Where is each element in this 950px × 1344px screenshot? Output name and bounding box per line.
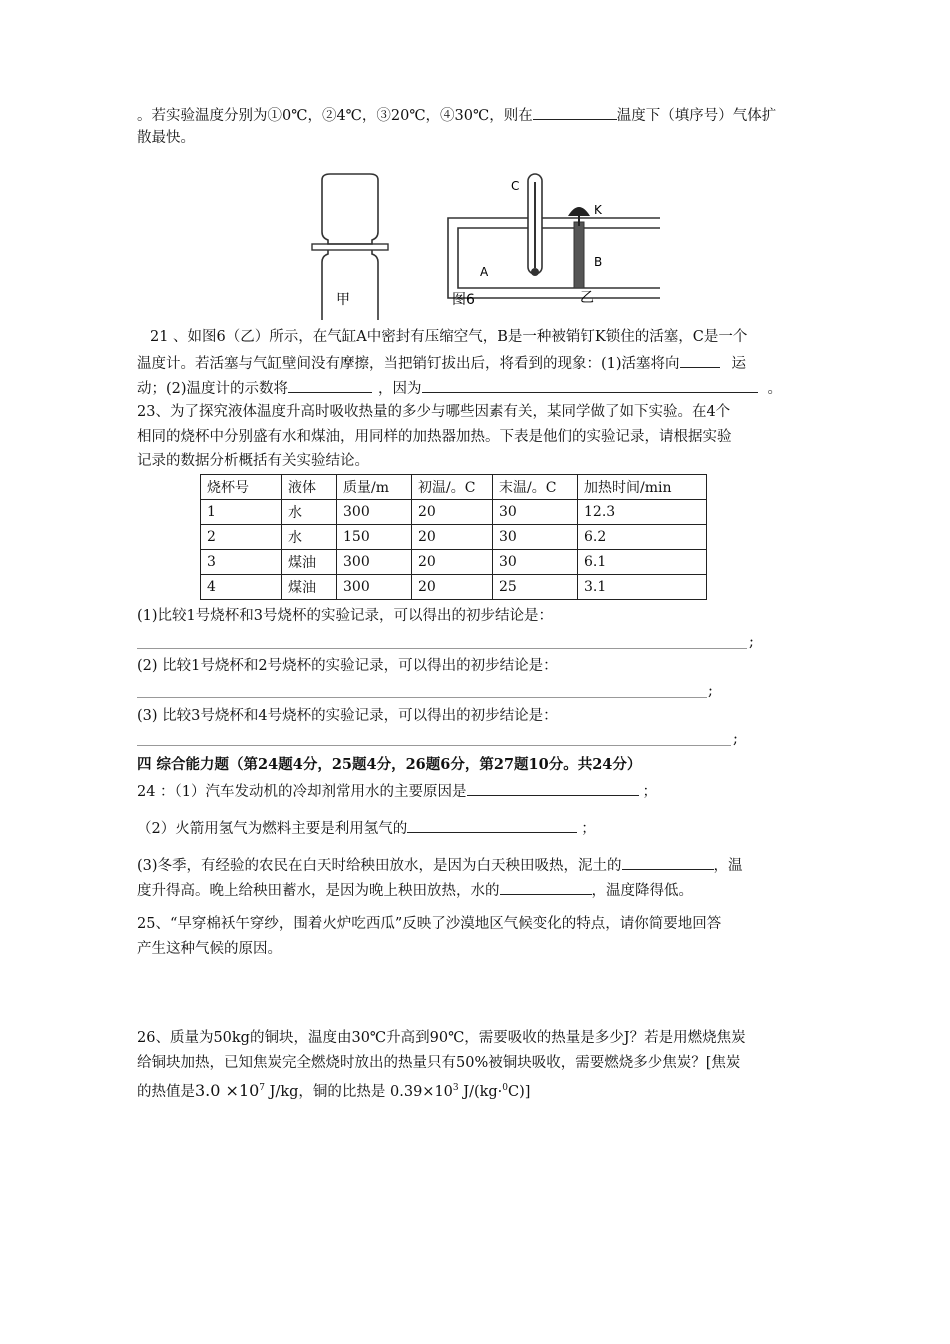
q24-end-1: ； <box>642 784 658 800</box>
q23-line-2: 相同的烧杯中分别盛有水和煤油，用同样的加热器加热。下表是他们的实验记录，请根据实验 <box>137 429 732 445</box>
table-cell: 煤油 <box>282 550 337 575</box>
figure-label-jia: 甲 <box>336 292 350 308</box>
bottle-upper-shape <box>322 174 378 244</box>
table-header: 液体 <box>282 475 337 500</box>
q24-text-2: （2）火箭用氢气为燃料主要是利用氢气的 <box>137 821 408 837</box>
table-header: 加热时间/min <box>578 475 707 500</box>
degree-superscript: 0 <box>502 1083 509 1093</box>
table-header: 烧杯号 <box>201 475 282 500</box>
table-cell: 4 <box>201 575 282 600</box>
q23-answer-line-1[interactable] <box>137 648 747 649</box>
table-header-row <box>201 475 707 500</box>
bottle-lower-shape <box>322 250 378 320</box>
q24-line-3 <box>137 854 743 876</box>
q23-answer-line-3[interactable] <box>137 745 731 746</box>
q26-text-3b: J/kg，铜的比热是 0.39×10 <box>265 1083 453 1100</box>
section-4-title: 四 综合能力题（第24题4分，25题4分，26题6分，第27题10分。共24分） <box>137 756 642 773</box>
q24-line-2 <box>137 817 596 839</box>
q24-text-3b: ，温 <box>713 858 743 874</box>
q24-blank-2[interactable] <box>407 817 577 833</box>
table-cell: 30 <box>493 500 578 525</box>
table-row <box>201 575 707 600</box>
q23-semicolon-3: ; <box>733 731 738 747</box>
heat-value-exponent: 7 <box>259 1083 266 1093</box>
q23-sub-3: (3) 比较3号烧杯和4号烧杯的实验记录，可以得出的初步结论是： <box>137 708 558 724</box>
table-cell: 20 <box>412 525 493 550</box>
table-cell: 150 <box>337 525 412 550</box>
figure-cylinder-yi <box>440 168 660 318</box>
q23-line-3: 记录的数据分析概括有关实验结论。 <box>137 453 369 469</box>
q24-text-1: 24 ：（1）汽车发动机的冷却剂常用水的主要原因是 <box>137 784 467 800</box>
q26-line-1: 26、质量为50kg的铜块，温度由30℃升高到90℃，需要吸收的热量是多少J？若是用燃烧焦炭 <box>137 1030 746 1046</box>
q26-line-2: 给铜块加热，已知焦炭完全燃烧时放出的热量只有50%被铜块吸收，需要燃烧多少焦炭？[焦炭 <box>137 1055 741 1071</box>
table-cell: 6.1 <box>578 550 707 575</box>
q25-line-2: 产生这种气候的原因。 <box>137 941 282 957</box>
q26-text-3c: J/(kg· <box>458 1083 503 1100</box>
q24-blank-3[interactable] <box>622 854 714 870</box>
table-cell: 12.3 <box>578 500 707 525</box>
q26-text-3a: 的热值是 <box>137 1083 195 1100</box>
q20-answer-blank[interactable] <box>533 104 617 120</box>
experiment-table <box>200 474 707 600</box>
q21-direction-blank[interactable] <box>680 352 720 368</box>
figure-bottle-jia <box>300 170 410 320</box>
q24-line-1 <box>137 780 657 802</box>
label-a: A <box>480 265 489 279</box>
q24-end-2: ； <box>581 821 596 837</box>
table-cell: 30 <box>493 525 578 550</box>
q21-reason-blank[interactable] <box>422 377 758 393</box>
table-row <box>201 500 707 525</box>
table-cell: 20 <box>412 500 493 525</box>
q21-line-3 <box>137 377 782 399</box>
q20-line-1 <box>137 104 776 126</box>
q21-text-3a: 动；(2)温度计的示数将 <box>137 381 289 397</box>
q23-sub-1: (1)比较1号烧杯和3号烧杯的实验记录，可以得出的初步结论是： <box>137 608 553 624</box>
q21-reading-blank[interactable] <box>288 377 372 393</box>
piston-b <box>574 222 584 288</box>
table-cell: 20 <box>412 575 493 600</box>
q23-line-1: 23、为了探究液体温度升高时吸收热量的多少与哪些因素有关，某同学做了如下实验。在4个 <box>137 404 731 420</box>
table-cell: 300 <box>337 550 412 575</box>
q26-line-3 <box>137 1078 530 1102</box>
table-cell: 300 <box>337 500 412 525</box>
figure-label-yi: 乙 <box>580 290 594 306</box>
q20-line-2: 散最快。 <box>137 130 195 146</box>
q23-sub-2: (2) 比较1号烧杯和2号烧杯的实验记录，可以得出的初步结论是： <box>137 658 558 674</box>
q24-text-3a: (3)冬季，有经验的农民在白天时给秧田放水，是因为白天秧田吸热，泥土的 <box>137 858 622 874</box>
q21-text-3b: ，因为 <box>378 381 422 397</box>
q25-line-1: 25、“早穿棉袄午穿纱，围着火炉吃西瓜”反映了沙漠地区气候变化的特点，请你简要地回答 <box>137 916 722 932</box>
table-cell: 煤油 <box>282 575 337 600</box>
heat-value-base: 3.0 ×10 <box>195 1080 260 1100</box>
q26-text-3e: C)] <box>508 1083 531 1100</box>
q23-semicolon-2: ; <box>708 683 713 699</box>
label-k: K <box>594 203 602 217</box>
bottle-separator-plate <box>312 244 388 250</box>
table-header: 末温/。C <box>493 475 578 500</box>
table-header: 质量/m <box>337 475 412 500</box>
table-cell: 6.2 <box>578 525 707 550</box>
q21-line-2 <box>137 352 746 374</box>
table-cell: 25 <box>493 575 578 600</box>
figure-caption: 图6 <box>452 292 475 308</box>
table-cell: 3 <box>201 550 282 575</box>
table-cell: 1 <box>201 500 282 525</box>
q21-line-1: 21 、如图6（乙）所示，在气缸A中密封有压缩空气，B是一种被销钉K锁住的活塞，C是一个 <box>150 329 748 345</box>
table-cell: 2 <box>201 525 282 550</box>
table-row <box>201 550 707 575</box>
q24-line-4 <box>137 879 693 901</box>
table-cell: 水 <box>282 525 337 550</box>
cylinder-outer-wall <box>448 218 660 298</box>
q24-blank-4[interactable] <box>500 879 592 895</box>
q24-blank-1[interactable] <box>467 780 639 796</box>
table-cell: 水 <box>282 500 337 525</box>
table-cell: 300 <box>337 575 412 600</box>
q24-text-4b: ，温度降得低。 <box>591 883 693 899</box>
cylinder-inner-wall <box>458 228 660 288</box>
q21-text-3c: 。 <box>767 381 783 397</box>
label-c: C <box>511 179 520 193</box>
q23-answer-line-2[interactable] <box>137 697 707 698</box>
q20-text-a: 。若实验温度分别为①0℃，②4℃，③20℃，④30℃，则在 <box>137 108 533 124</box>
label-b: B <box>594 255 603 269</box>
table-cell: 3.1 <box>578 575 707 600</box>
q21-text-2a: 温度计。若活塞与气缸壁间没有摩擦，当把销钉拔出后，将看到的现象：(1)活塞将向 <box>137 356 680 372</box>
table-cell: 20 <box>412 550 493 575</box>
table-header: 初温/。C <box>412 475 493 500</box>
q21-text-2b: 运 <box>731 356 747 372</box>
thermometer-bulb <box>531 268 539 276</box>
q23-semicolon-1: ; <box>749 634 754 650</box>
table-row <box>201 525 707 550</box>
specific-heat-exponent: 3 <box>452 1083 459 1093</box>
q20-text-b: 温度下（填序号）气体扩 <box>616 108 777 124</box>
q24-text-4a: 度升得高。晚上给秧田蓄水，是因为晚上秧田放热，水的 <box>137 883 500 899</box>
table-cell: 30 <box>493 550 578 575</box>
